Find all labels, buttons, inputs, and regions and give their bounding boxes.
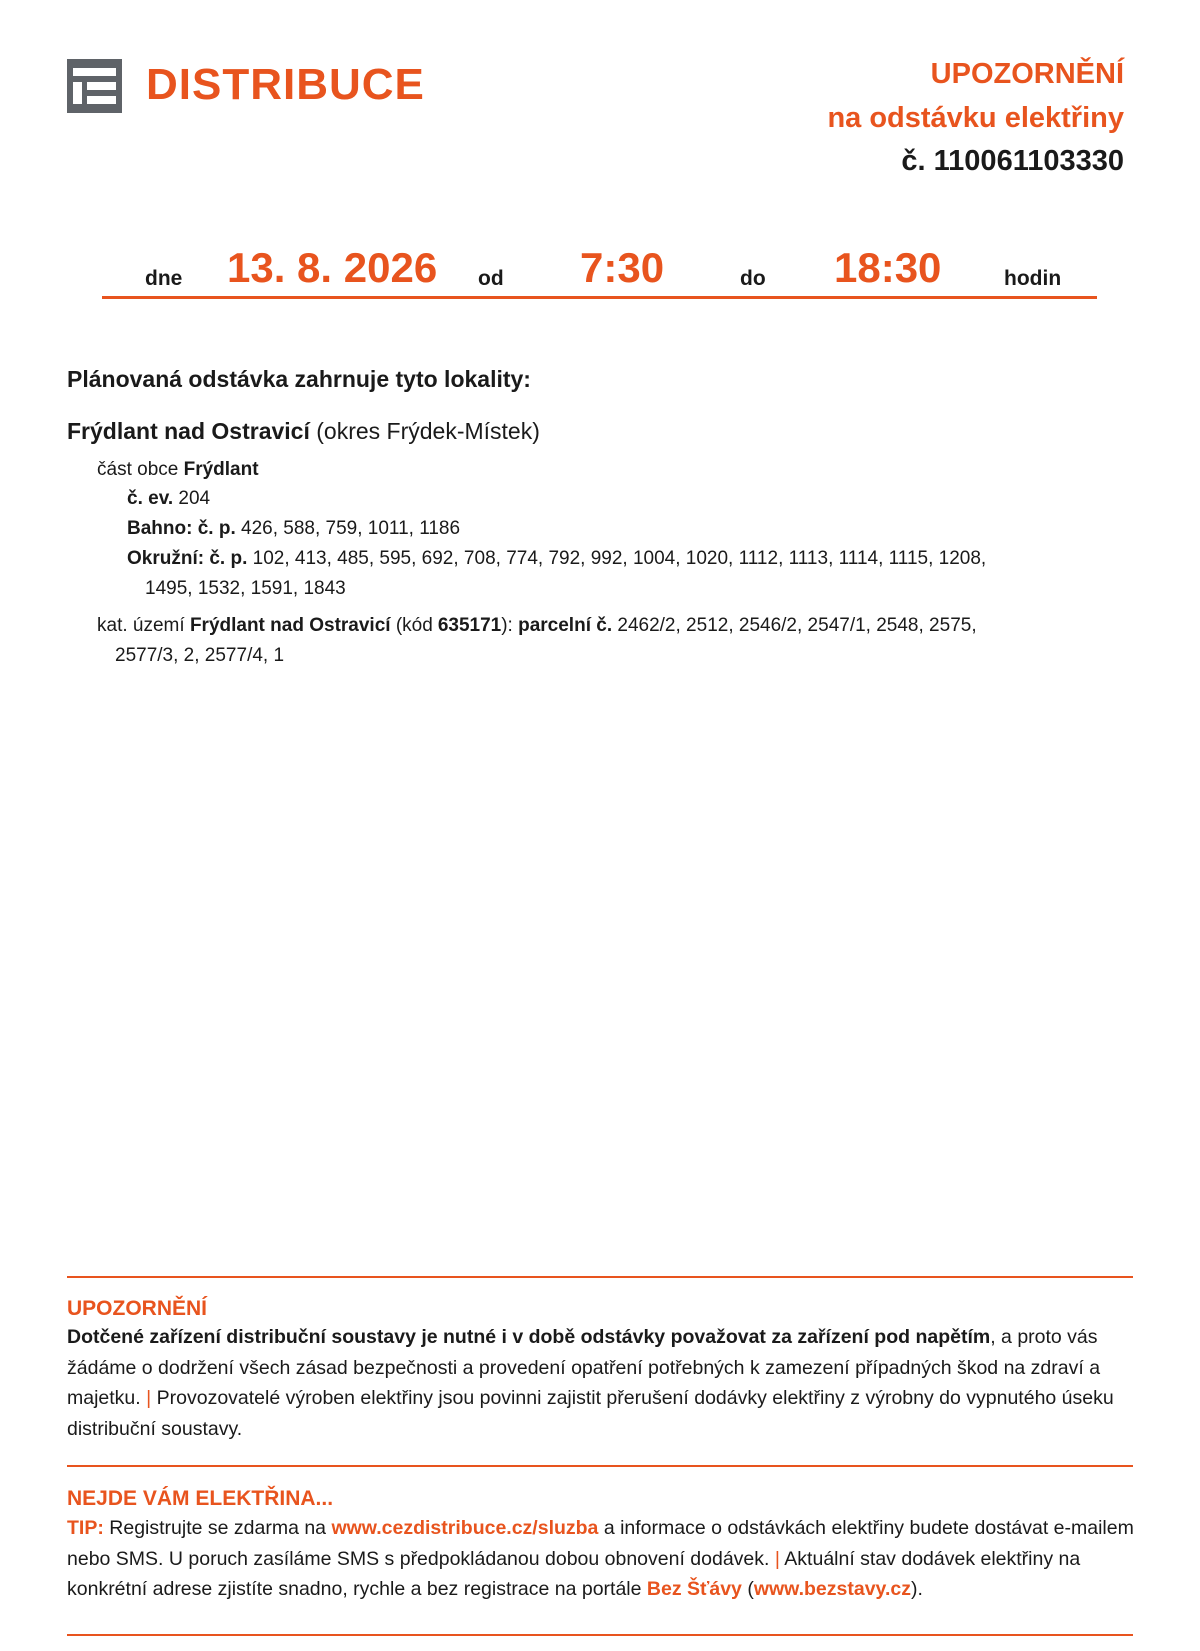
tip-label: TIP: <box>67 1517 104 1539</box>
ev-line <box>127 488 210 510</box>
close-paren: ). <box>910 1578 923 1600</box>
street-okruzni-label: Okružní: <box>127 548 205 569</box>
street-okruzni-cp: č. p. <box>209 548 248 569</box>
warning-bold-text: Dotčené zařízení distribuční soustavy je nutné i v době odstávky považovat za zařízení pod napětím <box>67 1326 991 1348</box>
town-name: Frýdlant nad Ostravicí <box>67 418 310 444</box>
town-line <box>67 418 540 445</box>
tip-title: NEJDE VÁM ELEKTŘINA... <box>67 1487 334 1510</box>
cezdistribuce-link[interactable]: www.cezdistribuce.cz/sluzba <box>331 1517 599 1539</box>
kat-code: 635171 <box>437 615 502 636</box>
warning-text-2: Provozovatelé výroben elektřiny jsou povinni zajistit přerušení dodávky elektřiny z výrobny do vypnutého úseku distribuční soustavy. <box>67 1387 1114 1440</box>
label-day: dne <box>145 267 183 290</box>
date-divider <box>102 296 1097 299</box>
tip-divider-bottom <box>67 1634 1133 1636</box>
parcel-label: parcelní č. <box>518 615 613 636</box>
part-line <box>97 459 259 481</box>
street-okruzni-values: 102, 413, 485, 595, 692, 708, 774, 792, 992, 1004, 1020, 1112, 1113, 1114, 1115, 1208, <box>252 548 987 569</box>
tip-divider-top <box>67 1465 1133 1467</box>
notice-number: č. 110061103330 <box>901 145 1124 177</box>
outage-date: 13. 8. 2026 <box>227 244 438 291</box>
street-bahno-label: Bahno: <box>127 518 193 539</box>
time-from: 7:30 <box>580 244 665 291</box>
street-bahno-cp: č. p. <box>197 518 236 539</box>
kat-prefix: kat. území <box>97 615 185 636</box>
tip-separator: | <box>774 1547 780 1570</box>
ev-values: 204 <box>178 488 211 509</box>
part-name: Frýdlant <box>183 459 259 480</box>
kat-line <box>97 615 977 637</box>
label-to: do <box>740 267 766 290</box>
warning-separator: | <box>146 1387 152 1409</box>
street-bahno-values: 426, 588, 759, 1011, 1186 <box>241 518 461 539</box>
street-okruzni-line <box>127 548 986 570</box>
notice-subtitle: na odstávku elektřiny <box>827 102 1124 134</box>
street-okruzni-values-cont: 1495, 1532, 1591, 1843 <box>145 578 346 599</box>
part-prefix: část obce <box>97 459 179 480</box>
parcel-values-cont: 2577/3, 2, 2577/4, 1 <box>115 645 285 666</box>
ev-label: č. ev. <box>127 488 174 509</box>
parcel-values: 2462/2, 2512, 2546/2, 2547/1, 2548, 2575, <box>617 615 977 636</box>
tip-text-2: a informace o odstávkách elektřiny budete dostávat e-mailem nebo SMS. U poruch zasíláme SMS s předpokládanou dobou obnovení dodávek. <box>67 1517 1134 1570</box>
kat-code-open: (kód <box>395 615 433 636</box>
label-hours: hodin <box>1004 267 1062 290</box>
open-paren: ( <box>747 1578 754 1600</box>
kat-name: Frýdlant nad Ostravicí <box>189 615 391 636</box>
kat-code-close: ): <box>501 615 513 636</box>
bezstavy-link[interactable]: www.bezstavy.cz <box>753 1578 911 1600</box>
tip-text-3: Aktuální stav dodávek elektřiny na konkrétní adrese zjistíte snadno, rychle a bez registrace na portále <box>67 1547 1081 1600</box>
portal-name: Bez Šťávy <box>646 1578 742 1600</box>
notice-title: UPOZORNĚNÍ <box>930 58 1124 90</box>
warning-title: UPOZORNĚNÍ <box>67 1297 208 1320</box>
logo-text: DISTRIBUCE <box>146 60 425 109</box>
tip-text <box>67 1513 1137 1605</box>
town-district: (okres Frýdek-Místek) <box>316 418 540 444</box>
warning-text-1: , a proto vás žádáme o dodržení všech zásad bezpečnosti a provedení opatření potřebných k zamezení případných škod na zdraví a majetku. <box>67 1326 1101 1409</box>
warning-divider-top <box>67 1276 1133 1278</box>
time-to: 18:30 <box>834 244 942 291</box>
street-bahno-line <box>127 518 460 540</box>
localities-heading: Plánovaná odstávka zahrnuje tyto lokality: <box>67 366 531 392</box>
logo-icon <box>67 59 122 113</box>
label-from: od <box>478 267 504 290</box>
tip-text-1: Registrujte se zdarma na <box>109 1517 327 1539</box>
warning-text <box>67 1322 1137 1444</box>
